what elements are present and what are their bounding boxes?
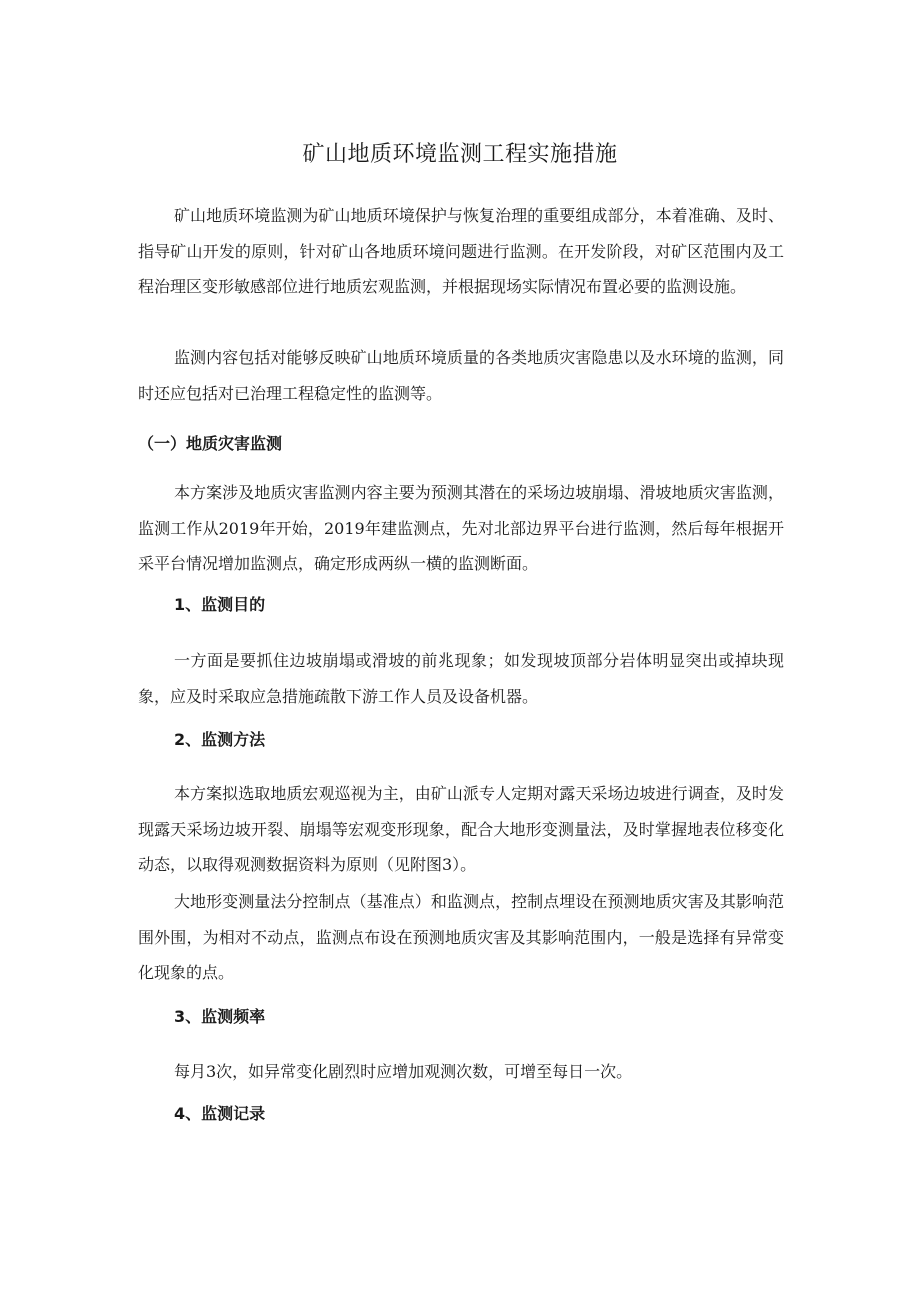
paragraph-frequency: 每月3次，如异常变化剧烈时应增加观测次数，可增至每日一次。 xyxy=(174,1062,633,1081)
document-title: 矿山地质环境监测工程实施措施 xyxy=(302,142,618,167)
subheading-method: 2、监测方法 xyxy=(174,730,266,749)
paragraph-method-2: 大地形变测量法分控制点（基准点）和监测点，控制点埋设在预测地质灾害及其影响范围外围，为相对不动点，监测点布设在预测地质灾害及其影响范围内，一般是选择有异常变化现象的点。 xyxy=(138,892,784,982)
subheading-records: 4、监测记录 xyxy=(174,1104,266,1123)
section-paragraph-geohazard: 本方案涉及地质灾害监测内容主要为预测其潜在的采场边坡崩塌、滑坡地质灾害监测，监测工作从2019年开始，2019年建监测点，先对北部边界平台进行监测，然后每年根据开采平台情况增加监测点，确定形成两纵一横的监测断面。 xyxy=(138,483,784,573)
paragraph-method-1: 本方案拟选取地质宏观巡视为主，由矿山派专人定期对露天采场边坡进行调查，及时发现露天采场边坡开裂、崩塌等宏观变形现象，配合大地形变测量法，及时掌握地表位移变化动态，以取得观测数据资料为原则（见附图3）。 xyxy=(138,784,784,874)
subheading-purpose: 1、监测目的 xyxy=(174,595,266,614)
intro-paragraph-1: 矿山地质环境监测为矿山地质环境保护与恢复治理的重要组成部分，本着准确、及时、指导矿山开发的原则，针对矿山各地质环境问题进行监测。在开发阶段，对矿区范围内及工程治理区变形敏感部位进行地质宏观监测，并根据现场实际情况布置必要的监测设施。 xyxy=(138,206,784,296)
subheading-frequency: 3、监测频率 xyxy=(174,1007,266,1026)
section-heading-geohazard: （一）地质灾害监测 xyxy=(138,434,283,453)
intro-paragraph-2: 监测内容包括对能够反映矿山地质环境质量的各类地质灾害隐患以及水环境的监测，同时还应包括对已治理工程稳定性的监测等。 xyxy=(138,348,784,403)
paragraph-purpose: 一方面是要抓住边坡崩塌或滑坡的前兆现象；如发现坡顶部分岩体明显突出或掉块现象，应及时采取应急措施疏散下游工作人员及设备机器。 xyxy=(138,651,784,706)
